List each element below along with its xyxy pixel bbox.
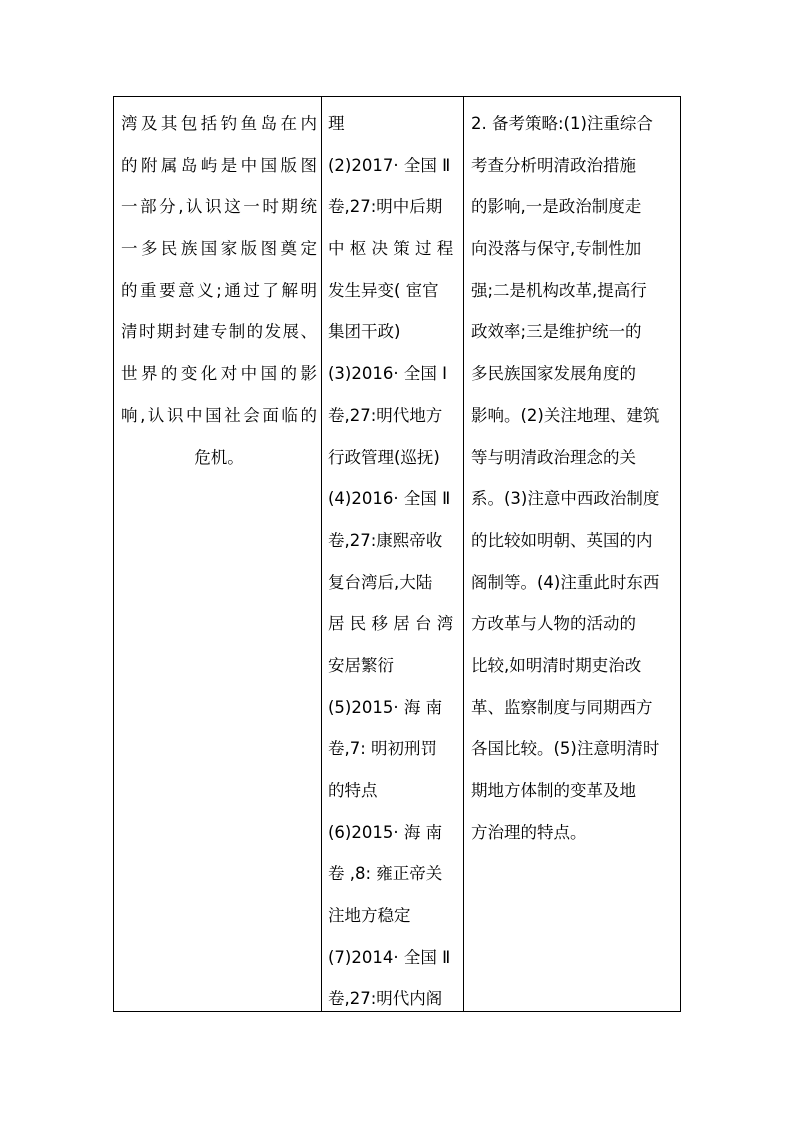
text-line: 清时期封建专制的发展、	[121, 322, 317, 342]
text-line: 方改革与人物的活动的	[471, 614, 636, 634]
text-line: 考查分析明清政治措施	[471, 155, 636, 175]
text-line: 强;二是机构改革,提高行	[471, 280, 647, 300]
text-line: 影响。(2)关注地理、建筑	[471, 405, 660, 425]
text-line: 方治理的特点。	[471, 822, 587, 842]
text-line: 卷 ,8: 雍正帝关	[328, 864, 443, 884]
text-line: 危机。	[194, 447, 244, 467]
text-line: 的影响,一是政治制度走	[471, 197, 642, 217]
text-line: 安居繁衍	[328, 655, 394, 675]
table-cell-exam-history	[322, 97, 464, 1011]
text-line: 的比较如明朝、英国的内	[471, 530, 653, 550]
text-line: (5)2015· 海 南	[328, 697, 443, 717]
text-line: 等与明清政治理念的关	[471, 447, 636, 467]
text-line: (7)2014· 全国 Ⅱ	[328, 947, 451, 967]
text-line: 各国比较。(5)注意明清时	[471, 739, 660, 759]
text-line: 发生异变( 宦官	[328, 280, 439, 300]
text-line: 行政管理(巡抚)	[328, 447, 440, 467]
text-line: 响,认识中国社会面临的	[121, 405, 317, 425]
text-line: 期地方体制的变革及地	[471, 781, 636, 800]
text-line: 卷,27:明代内阁	[328, 989, 443, 1009]
text-line: 的特点	[328, 781, 378, 800]
text-line: 世界的变化对中国的影	[121, 364, 317, 384]
table-cell-strategy	[464, 97, 680, 1011]
text-line: (4)2016· 全国 Ⅱ	[328, 489, 451, 509]
text-line: 向没落与保守,专制性加	[471, 239, 642, 259]
text-line: 复台湾后,大陆	[328, 572, 433, 592]
content-table	[113, 96, 681, 1012]
text-line: 革、监察制度与同期西方	[471, 697, 653, 717]
text-line: 集团干政)	[328, 322, 401, 342]
text-line: 湾及其包括钓鱼岛在内	[121, 114, 317, 133]
text-line: (6)2015· 海 南	[328, 822, 443, 842]
text-line: 比较,如明清时期吏治改	[471, 655, 642, 675]
text-line: 阁制等。(4)注重此时东西	[471, 572, 660, 592]
text-line: (2)2017· 全国 Ⅱ	[328, 155, 451, 175]
text-line: 的重要意义;通过了解明	[121, 280, 317, 300]
text-line: 卷,27:明中后期	[328, 197, 443, 217]
text-line: 多民族国家发展角度的	[471, 364, 636, 384]
text-line: 中 枢 决 策 过 程	[328, 239, 454, 259]
text-line: 一多民族国家版图奠定	[121, 239, 317, 259]
text-line: 理	[328, 114, 345, 133]
text-line: 卷,27:明代地方	[328, 405, 443, 425]
text-line: 卷,27:康熙帝收	[328, 530, 443, 550]
text-line: 的附属岛屿是中国版图	[121, 155, 317, 175]
table-cell-objectives	[114, 97, 322, 1011]
text-line: (3)2016· 全国 Ⅰ	[328, 364, 447, 384]
text-line: 政效率;三是维护统一的	[471, 322, 642, 342]
text-line: 系。(3)注意中西政治制度	[471, 489, 660, 509]
text-line: 一部分,认识这一时期统	[121, 197, 317, 217]
text-line: 注地方稳定	[328, 906, 411, 926]
text-line: 2. 备考策略:(1)注重综合	[471, 114, 653, 133]
text-line: 卷,7: 明初刑罚	[328, 739, 438, 759]
text-line: 居 民 移 居 台 湾	[328, 614, 454, 634]
